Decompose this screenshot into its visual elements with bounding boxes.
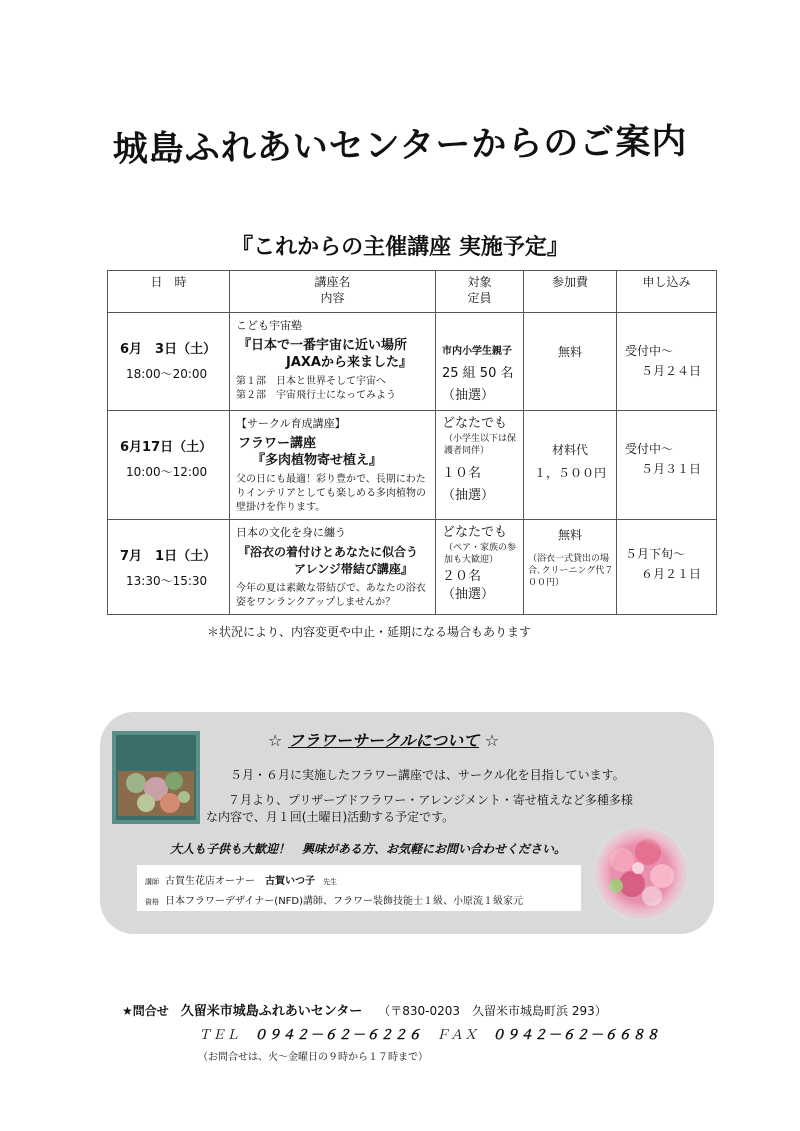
instructor-label: 講師 bbox=[145, 878, 159, 886]
cell-content bbox=[230, 313, 436, 411]
row-time: 13:30～15:30 bbox=[126, 574, 208, 588]
row-desc: 今年の夏は素敵な帯結びで、あなたの浴衣姿をワンランクアップしませんか？ bbox=[236, 583, 426, 608]
row-apply-end: ５月２４日 bbox=[641, 364, 702, 378]
flower-circle-title bbox=[268, 728, 499, 751]
row-time: 10:00～12:00 bbox=[126, 465, 208, 479]
row-title-line2: 『多肉植物寄せ植え』 bbox=[252, 453, 383, 468]
fax-number: ０９４２－６２－６６８８ bbox=[492, 1028, 661, 1043]
qualification-text: 日本フラワーデザイナー(NFD)講師、フラワー装飾技能士１級、小原流１級家元 bbox=[165, 896, 524, 907]
row-target-note: （小学生以下は保護者同伴） bbox=[444, 434, 517, 456]
circle-paragraph-1: ５月・６月に実施したフラワー講座では、サークル化を目指しています。 bbox=[230, 768, 625, 782]
row-title bbox=[238, 435, 435, 469]
row-desc bbox=[236, 375, 435, 403]
cell-target bbox=[436, 313, 524, 411]
row-date: 6月 3日（土） bbox=[120, 342, 217, 357]
header-capacity: 定員 bbox=[467, 291, 492, 305]
circle-welcome: 大人も子供も大歓迎！ 興味がある方、お気軽にお問い合わせください。 bbox=[170, 842, 567, 856]
row-title-line1: 『日本で一番宇宙に近い場所 bbox=[238, 338, 408, 353]
header-apply: 申し込み bbox=[617, 271, 717, 313]
page-title: 城島ふれあいセンターからのご案内 bbox=[112, 121, 688, 171]
contact-address: （〒830-0203 久留米市城島町浜 293） bbox=[378, 1004, 607, 1018]
cell-datetime bbox=[108, 411, 230, 520]
star-left-icon: ☆ bbox=[268, 731, 288, 750]
schedule-subtitle: 『これからの主催講座 実施予定』 bbox=[231, 235, 569, 260]
row-fee-note: １，５００円 bbox=[533, 466, 606, 480]
row-title-line1: フラワー講座 bbox=[238, 436, 317, 451]
instructor-affiliation: 古賀生花店オーナー bbox=[165, 876, 265, 887]
row-tag: 【サークル育成講座】 bbox=[236, 417, 346, 430]
instructor-suffix: 先生 bbox=[323, 878, 337, 886]
contact-hours: （お問合せは、火～金曜日の９時から１７時まで） bbox=[198, 1052, 428, 1063]
succulent-photo bbox=[112, 731, 200, 824]
header-name-content bbox=[230, 271, 436, 313]
header-target: 対象 bbox=[467, 275, 492, 289]
row-apply bbox=[625, 341, 716, 381]
tel-number: ０９４２－６２－６２２６ bbox=[254, 1028, 423, 1043]
cell-target bbox=[436, 411, 524, 520]
cell-apply bbox=[617, 313, 717, 411]
cell-fee bbox=[524, 313, 617, 411]
instructor-name: 古賀いつ子 bbox=[265, 876, 315, 887]
row-apply-start: 受付中～ bbox=[625, 442, 674, 456]
qualification-row bbox=[145, 892, 523, 907]
qualification-label: 資格 bbox=[145, 898, 159, 906]
row-desc: 父の日にも最適！彩り豊かで、長期にわたりインテリアとしても楽しめる多肉植物の壁掛けを作ります。 bbox=[236, 474, 426, 513]
header-datetime: 日 時 bbox=[108, 271, 230, 313]
row-lottery: （抽選） bbox=[442, 388, 495, 403]
instructor-row bbox=[145, 872, 337, 887]
row-lottery: （抽選） bbox=[442, 488, 495, 503]
cell-fee bbox=[524, 411, 617, 520]
cell-datetime bbox=[108, 313, 230, 411]
header-name: 講座名 bbox=[314, 275, 351, 289]
cell-datetime bbox=[108, 520, 230, 615]
circle-paragraph-3: な内容で、月１回(土曜日)活動する予定です。 bbox=[206, 810, 455, 824]
row-date: 6月17日（土） bbox=[120, 440, 213, 455]
table-header-row bbox=[108, 271, 717, 313]
row-title-line1: 『浴衣の着付けとあなたに似合う bbox=[238, 545, 419, 559]
row-capacity: ２０名 bbox=[442, 569, 482, 584]
row-fee: 材料代 bbox=[551, 443, 588, 457]
header-target-capacity bbox=[436, 271, 524, 313]
row-title bbox=[238, 544, 435, 578]
schedule-table bbox=[107, 270, 717, 615]
row-apply-start: ５月下旬～ bbox=[625, 547, 686, 561]
header-content: 内容 bbox=[320, 291, 345, 305]
star-right-icon: ☆ bbox=[479, 731, 500, 750]
row-title-line2: JAXAから来ました』 bbox=[286, 355, 412, 370]
row-target: 市内小学生親子 bbox=[442, 346, 512, 357]
tel-label: ＴＥＬ bbox=[198, 1028, 255, 1043]
row-capacity: 25 組 50 名 bbox=[442, 366, 514, 381]
row-tag: こども宇宙塾 bbox=[236, 319, 302, 332]
contact-organization: 久留米市城島ふれあいセンター bbox=[180, 1004, 363, 1019]
contact-phone-line bbox=[198, 1024, 660, 1043]
row-apply bbox=[625, 439, 716, 479]
row-apply bbox=[625, 544, 716, 584]
row-target-note: （ペア・家族の参加も大歓迎） bbox=[444, 543, 517, 565]
table-row bbox=[108, 520, 717, 615]
row-apply-start: 受付中～ bbox=[625, 344, 674, 358]
row-target: どなたでも bbox=[442, 416, 508, 431]
flower-bouquet-photo bbox=[592, 824, 690, 922]
row-apply-end: ６月２１日 bbox=[641, 567, 702, 581]
row-lottery: （抽選） bbox=[442, 587, 495, 602]
row-apply-end: ５月３１日 bbox=[641, 462, 702, 476]
row-capacity: １０名 bbox=[442, 466, 482, 481]
row-fee-note: （浴衣一式貸出の場合､クリーニング代７００円） bbox=[528, 554, 614, 588]
row-desc-line2: 第２部 宇宙飛行士になってみよう bbox=[236, 390, 396, 401]
instructor-box bbox=[137, 865, 581, 911]
row-desc-line1: 第１部 日本と世界そして宇宙へ bbox=[236, 376, 386, 387]
table-row bbox=[108, 411, 717, 520]
row-date: 7月 1日（土） bbox=[120, 549, 217, 564]
row-time: 18:00～20:00 bbox=[126, 367, 208, 381]
flower-circle-title-text: フラワーサークルについて bbox=[287, 731, 480, 750]
cell-content bbox=[230, 520, 436, 615]
fax-label: ＦＡＸ bbox=[436, 1028, 493, 1043]
circle-paragraph-2: ７月より、プリザーブドフラワー・アレンジメント・寄せ植えなど多種多様 bbox=[228, 793, 633, 807]
schedule-note: ＊状況により、内容変更や中止・延期になる場合もあります bbox=[207, 625, 532, 639]
row-target: どなたでも bbox=[442, 525, 508, 540]
table-row bbox=[108, 313, 717, 411]
cell-content bbox=[230, 411, 436, 520]
cell-apply bbox=[617, 520, 717, 615]
cell-target bbox=[436, 520, 524, 615]
cell-fee bbox=[524, 520, 617, 615]
cell-apply bbox=[617, 411, 717, 520]
row-fee: 無料 bbox=[557, 528, 582, 542]
row-title-line2: アレンジ帯結び講座』 bbox=[294, 562, 413, 576]
row-tag: 日本の文化を身に纏う bbox=[236, 526, 346, 539]
row-fee: 無料 bbox=[557, 345, 582, 359]
row-title bbox=[238, 337, 435, 371]
contact-line bbox=[122, 1000, 607, 1019]
contact-label: ★問合せ bbox=[122, 1004, 181, 1018]
header-fee: 参加費 bbox=[524, 271, 617, 313]
